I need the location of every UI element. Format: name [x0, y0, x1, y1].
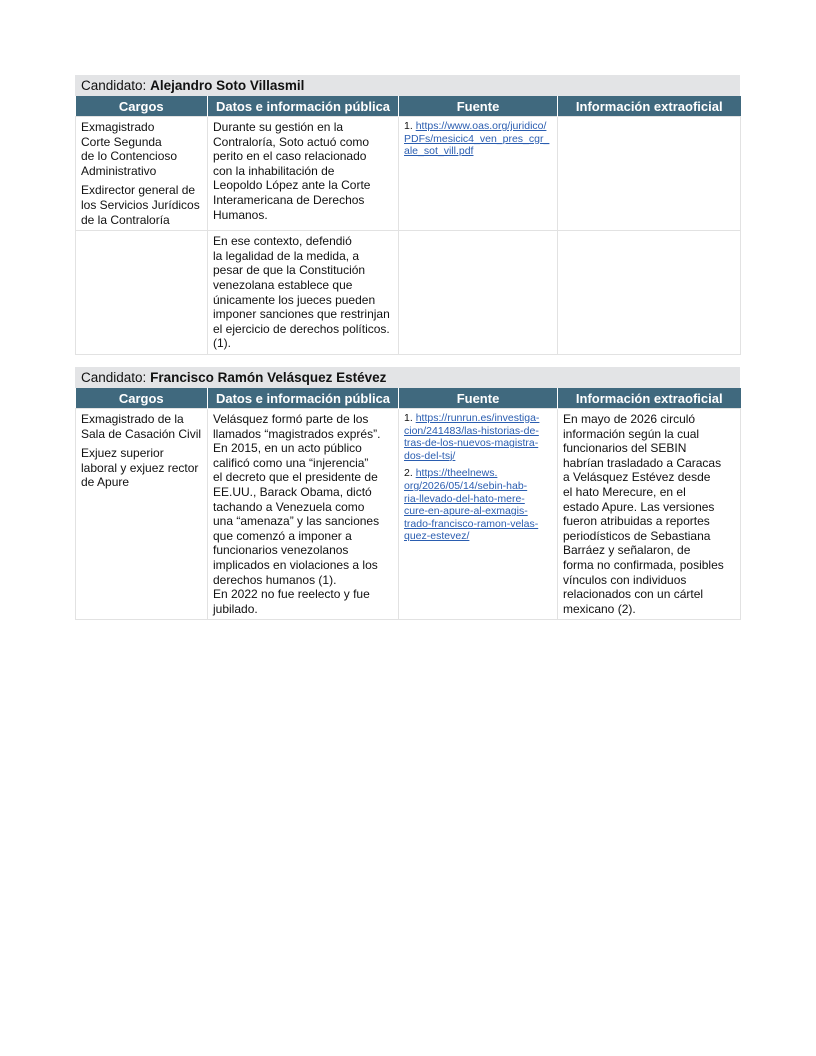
datos-text: Durante su gestión en la Contraloría, Soto actuó como perito en el caso relacionado con la inhabilitación de Leopoldo López ante la Corte Interamericana de Derechos Humanos.	[213, 120, 371, 222]
cargos-cell	[76, 117, 208, 231]
extraoficial-cell	[558, 231, 741, 355]
cargo-item: Exdirector general de los Servicios Jurídicos de la Contraloría	[81, 183, 200, 227]
source-item	[404, 120, 552, 158]
candidate-block-2	[75, 367, 740, 620]
extraoficial-text: En mayo de 2026 circuló información según la cual funcionarios del SEBIN habrían trasladado a Caracas a Velásquez Estévez desde el hato Merecure, en el estado Apure. Las versiones fueron atribuidas a reportes periodísticos de Sebastiana Barráez y señalaron, de forma no confirmada, posibles vínculos con individuos relacionados con un cártel mexicano (2).	[563, 412, 724, 616]
fuente-cell	[399, 231, 558, 355]
datos-cell	[208, 231, 399, 355]
extraoficial-cell	[558, 117, 741, 231]
candidate-header	[75, 367, 740, 388]
header-fuente: Fuente	[399, 96, 558, 117]
table-row	[76, 117, 741, 231]
fuente-cell	[399, 409, 558, 620]
candidate-table	[75, 388, 741, 620]
table-header-row	[76, 96, 741, 117]
header-cargos: Cargos	[76, 96, 208, 117]
source-link[interactable]: https://runrun.es/investiga- cion/241483/las-historias-de- tras-de-los-nuevos-magistra- dos-del-tsj/	[404, 412, 540, 462]
cargo-item: Exmagistrado de la Sala de Casación Civil	[81, 412, 202, 441]
datos-cell	[208, 409, 399, 620]
candidate-label: Candidato:	[81, 78, 147, 93]
header-datos: Datos e información pública	[208, 388, 399, 409]
datos-text: En ese contexto, defendió la legalidad de la medida, a pesar de que la Constitución venezolana establece que únicamente los jueces pueden imponer sanciones que restrinjan el ejercicio de derechos políticos. (1).	[213, 234, 390, 351]
candidate-header	[75, 75, 740, 96]
source-item	[404, 467, 552, 543]
source-link[interactable]: https://theelnews. org/2026/05/14/sebin-hab- ria-llevado-del-hato-mere- cure-en-apure-al-exmagis- trado-francisco-ramon-velas- quez-estevez/	[404, 467, 539, 543]
cargos-cell	[76, 409, 208, 620]
table-header-row	[76, 388, 741, 409]
candidate-name: Alejandro Soto Villasmil	[150, 78, 305, 93]
extraoficial-cell	[558, 409, 741, 620]
header-cargos: Cargos	[76, 388, 208, 409]
datos-text: Velásquez formó parte de los llamados “magistrados exprés”. En 2015, en un acto público calificó como una “injerencia” el decreto que el presidente de EE.UU., Barack Obama, dictó tachando a Venezuela como una “amenaza” y las sanciones que comenzó a imponer a funcionarios venezolanos implicados en violaciones a los derechos humanos (1). En 2022 no fue reelecto y fue jubilado.	[213, 412, 381, 616]
candidate-block-1	[75, 75, 740, 355]
source-link[interactable]: https://www.oas.org/juridico/ PDFs/mesicic4_ven_pres_cgr_ ale_sot_vill.pdf	[404, 120, 550, 158]
header-extraoficial: Información extraoficial	[558, 96, 741, 117]
candidate-name: Francisco Ramón Velásquez Estévez	[150, 370, 387, 385]
source-number: 1.	[404, 120, 413, 132]
source-number: 2.	[404, 467, 413, 480]
candidate-label: Candidato:	[81, 370, 147, 385]
cargos-cell	[76, 231, 208, 355]
header-datos: Datos e información pública	[208, 96, 399, 117]
source-number: 1.	[404, 412, 413, 424]
candidate-table	[75, 96, 741, 355]
source-item	[404, 412, 552, 462]
fuente-cell	[399, 117, 558, 231]
header-extraoficial: Información extraoficial	[558, 388, 741, 409]
cargo-item: Exmagistrado Corte Segunda de lo Contencioso Administrativo	[81, 120, 178, 178]
table-row	[76, 231, 741, 355]
cargo-item: Exjuez superior laboral y exjuez rector de Apure	[81, 446, 199, 490]
header-fuente: Fuente	[399, 388, 558, 409]
datos-cell	[208, 117, 399, 231]
table-row	[76, 409, 741, 620]
